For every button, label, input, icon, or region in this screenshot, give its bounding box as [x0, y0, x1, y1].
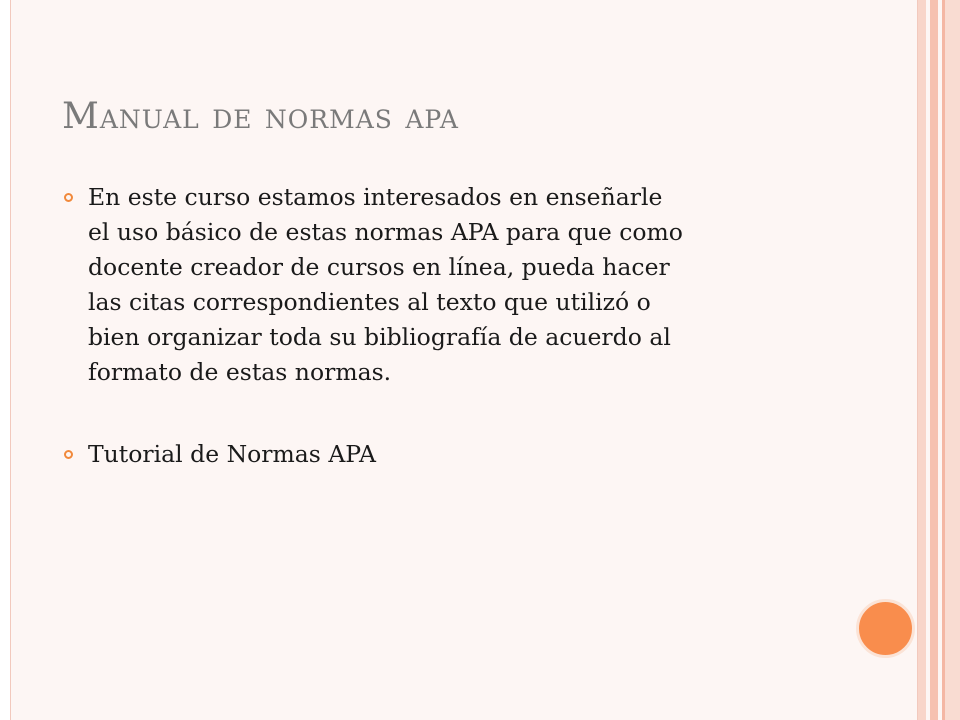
bullet-text: En este curso estamos interesados en enseñarle el uso básico de estas normas APA para que como docente creador de cursos en línea, pueda hacer las citas correspondientes al texto que utilizó o bien organizar toda su bibliografía de acuerdo al formato de estas normas. — [88, 183, 683, 386]
slide-title: Manual de normas apa — [62, 96, 459, 137]
bullet-list — [62, 180, 842, 472]
bullet-item-intro — [62, 180, 842, 390]
decorative-orange-circle — [856, 599, 915, 658]
decorative-side-stripes — [918, 0, 960, 720]
stripe — [945, 0, 960, 720]
tutorial-link[interactable]: Tutorial de Normas APA — [88, 440, 376, 468]
stripe — [930, 0, 938, 720]
circle-bullet-icon — [64, 193, 73, 202]
stripe — [918, 0, 926, 720]
bullet-item-tutorial[interactable] — [62, 437, 842, 472]
circle-bullet-icon — [64, 450, 73, 459]
